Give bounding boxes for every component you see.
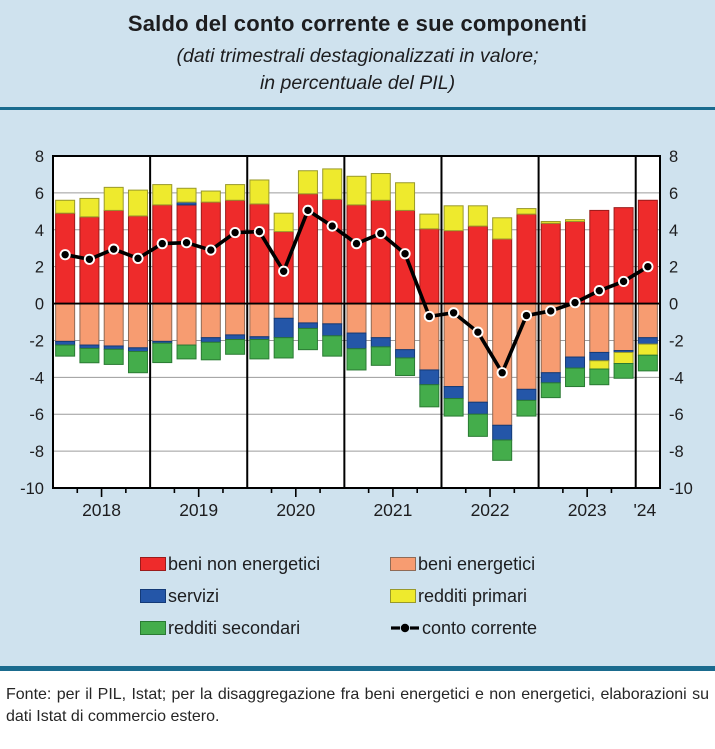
legend-label: beni energetici	[418, 553, 536, 574]
conto-corrente-line-swatch	[390, 621, 420, 635]
legend-item-redditi-primari	[390, 586, 527, 607]
svg-text:0: 0	[34, 295, 44, 314]
svg-text:-10: -10	[20, 480, 44, 498]
beni-non-energetici-swatch	[140, 557, 166, 571]
svg-text:2020: 2020	[276, 500, 316, 520]
svg-text:2021: 2021	[373, 500, 413, 520]
redditi-primari-swatch	[390, 589, 416, 603]
chart-subtitle-line1: (dati trimestrali destagionalizzati in valore;	[176, 45, 539, 67]
svg-text:6: 6	[34, 184, 44, 203]
servizi-swatch	[140, 589, 166, 603]
svg-text:0: 0	[669, 295, 679, 314]
legend-item-beni-energetici	[390, 554, 535, 575]
legend-label: beni non energetici	[168, 553, 321, 574]
svg-text:4: 4	[34, 221, 44, 240]
svg-text:-8: -8	[669, 443, 684, 462]
svg-text:8: 8	[34, 148, 44, 166]
svg-text:-4: -4	[29, 369, 44, 388]
legend-label: redditi primari	[418, 585, 528, 606]
svg-text:2: 2	[669, 258, 679, 277]
svg-text:-2: -2	[29, 332, 44, 351]
chart-subtitle-line2: in percentuale del PIL)	[259, 72, 456, 94]
legend-item-beni-non-energetici	[140, 554, 390, 575]
source-note: Fonte: per il PIL, Istat; per la disaggregazione fra beni energetici e non energetici, elaborazioni su dati Istat di commercio estero.	[0, 671, 715, 728]
svg-text:2018: 2018	[82, 500, 122, 520]
chart-legend	[0, 538, 715, 644]
svg-text:6: 6	[669, 184, 679, 203]
svg-text:8: 8	[669, 148, 679, 166]
header-divider	[0, 107, 715, 110]
svg-text:-4: -4	[669, 369, 684, 388]
svg-text:2019: 2019	[179, 500, 219, 520]
svg-text:-6: -6	[29, 406, 44, 425]
svg-text:-10: -10	[669, 480, 693, 498]
svg-text:2: 2	[34, 258, 44, 277]
svg-text:-8: -8	[29, 443, 44, 462]
legend-label: conto corrente	[422, 617, 538, 638]
svg-text:2023: 2023	[567, 500, 607, 520]
chart-area	[0, 118, 715, 538]
svg-text:'24: '24	[633, 500, 657, 520]
legend-item-conto-corrente	[390, 618, 537, 639]
svg-text:-2: -2	[669, 332, 684, 351]
chart-svg	[0, 118, 715, 538]
svg-text:-6: -6	[669, 406, 684, 425]
svg-text:2022: 2022	[470, 500, 510, 520]
legend-label: servizi	[168, 585, 220, 606]
beni-energetici-swatch	[390, 557, 416, 571]
legend-item-redditi-secondari	[140, 618, 390, 639]
chart-title: Saldo del conto corrente e sue componenti	[127, 11, 588, 36]
chart-subtitle	[0, 43, 715, 97]
svg-text:4: 4	[669, 221, 679, 240]
legend-item-servizi	[140, 586, 390, 607]
redditi-secondari-swatch	[140, 621, 166, 635]
legend-label: redditi secondari	[168, 617, 301, 638]
